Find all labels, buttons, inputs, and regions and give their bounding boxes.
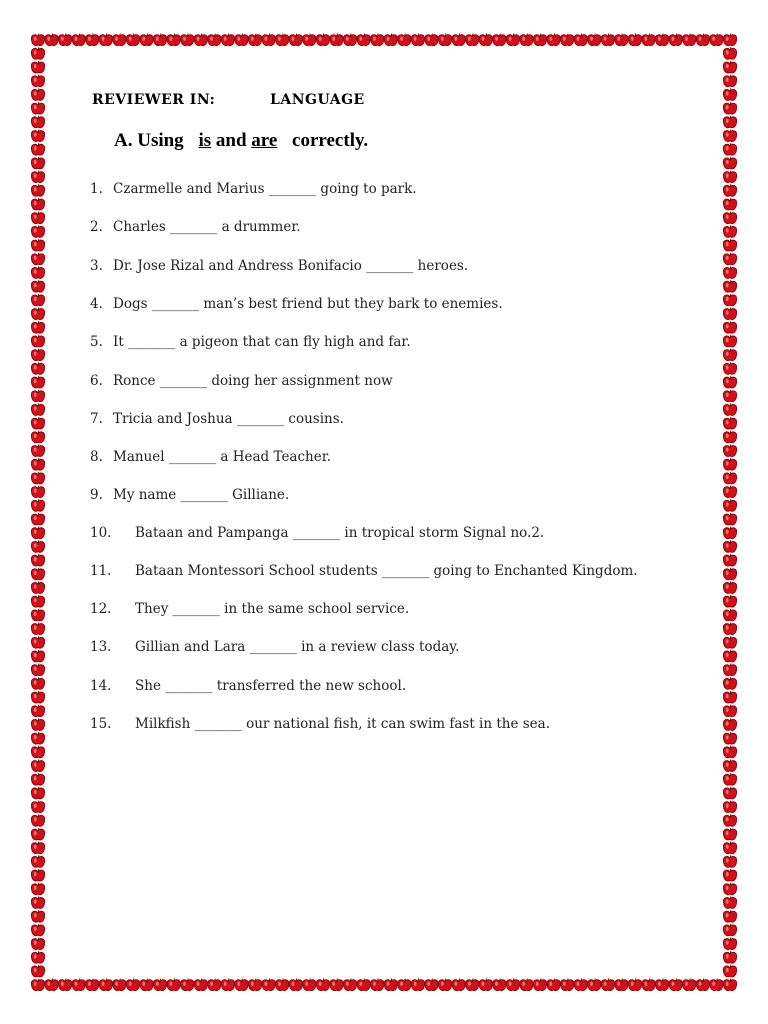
apple-icon — [723, 636, 736, 648]
apple-icon — [438, 33, 451, 45]
apple-icon — [547, 978, 560, 990]
question-number: 6. — [90, 373, 103, 389]
apple-icon — [452, 33, 465, 45]
question-text: Czarmelle and Marius _______ going to park. — [113, 181, 417, 197]
apple-icon — [723, 294, 736, 306]
apple-icon — [533, 33, 546, 45]
question-number: 9. — [90, 487, 103, 503]
apple-icon — [72, 978, 85, 990]
apple-icon — [723, 198, 736, 210]
apple-icon — [31, 184, 44, 196]
apple-icon — [167, 33, 180, 45]
apple-icon — [588, 33, 601, 45]
question-item — [90, 716, 550, 732]
apple-icon — [723, 869, 736, 881]
apple-icon — [615, 33, 628, 45]
apple-icon — [723, 61, 736, 73]
apple-icon — [289, 33, 302, 45]
question-item — [90, 601, 409, 617]
apple-icon — [31, 636, 44, 648]
apple-icon — [194, 33, 207, 45]
reviewer-label: REVIEWER IN: — [92, 92, 216, 108]
apple-icon — [31, 47, 44, 59]
apple-icon — [31, 691, 44, 703]
apple-icon — [31, 883, 44, 895]
apple-icon — [601, 33, 614, 45]
apple-icon — [59, 33, 72, 45]
apple-icon — [31, 280, 44, 292]
apple-icon — [289, 978, 302, 990]
apple-icon — [723, 691, 736, 703]
apple-icon — [316, 33, 329, 45]
apple-icon — [126, 33, 139, 45]
apple-icon — [506, 33, 519, 45]
apple-icon — [723, 814, 736, 826]
apple-icon — [31, 622, 44, 634]
apple-icon — [113, 33, 126, 45]
apple-icon — [153, 978, 166, 990]
apple-icon — [181, 978, 194, 990]
apple-icon — [398, 33, 411, 45]
question-text: They _______ in the same school service. — [135, 601, 410, 617]
apple-icon — [31, 924, 44, 936]
apple-icon — [31, 568, 44, 580]
apple-icon — [723, 75, 736, 87]
question-item — [90, 678, 406, 694]
apple-icon — [59, 978, 72, 990]
apple-icon — [723, 376, 736, 388]
apple-icon — [723, 540, 736, 552]
apple-icon — [723, 225, 736, 237]
apple-icon — [561, 978, 574, 990]
apple-icon — [303, 978, 316, 990]
apple-icon — [31, 732, 44, 744]
question-item — [90, 563, 638, 579]
apple-icon — [723, 937, 736, 949]
question-text: It _______ a pigeon that can fly high and far. — [113, 334, 411, 350]
apple-icon — [371, 978, 384, 990]
apple-icon — [466, 978, 479, 990]
apple-icon — [723, 417, 736, 429]
apple-icon — [113, 978, 126, 990]
apple-icon — [31, 307, 44, 319]
apple-icon — [140, 33, 153, 45]
apple-icon — [31, 143, 44, 155]
apple-icon — [574, 33, 587, 45]
apple-icon — [723, 554, 736, 566]
apple-icon — [86, 978, 99, 990]
apple-icon — [221, 33, 234, 45]
apple-icon — [181, 33, 194, 45]
apple-icon — [723, 472, 736, 484]
question-item — [90, 296, 503, 312]
apple-icon — [723, 212, 736, 224]
apple-icon — [696, 978, 709, 990]
apple-icon — [31, 417, 44, 429]
apple-icon — [31, 513, 44, 525]
apple-icon — [31, 746, 44, 758]
apple-icon — [31, 759, 44, 771]
apple-icon — [31, 855, 44, 867]
apple-icon — [86, 33, 99, 45]
apple-icon — [31, 581, 44, 593]
apple-icon — [723, 568, 736, 580]
apple-icon — [248, 978, 261, 990]
apple-icon — [31, 842, 44, 854]
apple-icon — [31, 75, 44, 87]
apple-icon — [723, 47, 736, 59]
apple-icon — [384, 978, 397, 990]
apple-icon — [520, 33, 533, 45]
apple-icon — [31, 540, 44, 552]
apple-icon — [31, 485, 44, 497]
apple-icon — [31, 663, 44, 675]
apple-icon — [723, 129, 736, 141]
apple-icon — [723, 88, 736, 100]
apple-icon — [31, 294, 44, 306]
apple-icon — [262, 978, 275, 990]
apple-icon — [72, 33, 85, 45]
apple-icon — [31, 157, 44, 169]
apple-icon — [723, 321, 736, 333]
apple-icon — [438, 978, 451, 990]
apple-icon — [723, 705, 736, 717]
question-number: 7. — [90, 411, 103, 427]
apple-icon — [683, 33, 696, 45]
apple-icon — [723, 348, 736, 360]
apple-icon — [723, 253, 736, 265]
apple-icon — [126, 978, 139, 990]
apple-icon — [723, 362, 736, 374]
apple-icon — [723, 732, 736, 744]
apple-icon — [723, 842, 736, 854]
apple-icon — [723, 33, 736, 45]
apple-icon — [276, 33, 289, 45]
apple-icon — [31, 718, 44, 730]
apple-icon — [574, 978, 587, 990]
question-number: 3. — [90, 258, 103, 274]
question-text: Dr. Jose Rizal and Andress Bonifacio _______ heroes. — [113, 258, 469, 274]
question-text: Ronce _______ doing her assignment now — [113, 373, 393, 389]
apple-icon — [723, 787, 736, 799]
apple-icon — [194, 978, 207, 990]
section-title — [114, 130, 368, 152]
section-prefix: A. Using — [114, 130, 184, 151]
apple-icon — [31, 499, 44, 511]
apple-icon — [31, 773, 44, 785]
apple-icon — [31, 787, 44, 799]
apple-icon — [221, 978, 234, 990]
apple-icon — [642, 978, 655, 990]
subject-label: LANGUAGE — [270, 92, 365, 108]
question-number: 2. — [90, 219, 103, 235]
question-number: 10. — [90, 525, 112, 541]
apple-icon — [31, 951, 44, 963]
question-item — [90, 411, 344, 427]
apple-icon — [479, 33, 492, 45]
apple-icon — [31, 896, 44, 908]
apple-icon — [533, 978, 546, 990]
apple-icon — [343, 33, 356, 45]
apple-icon — [208, 33, 221, 45]
apple-icon — [723, 746, 736, 758]
apple-icon — [31, 869, 44, 881]
apple-icon — [31, 198, 44, 210]
apple-icon — [723, 143, 736, 155]
apple-icon — [235, 978, 248, 990]
apple-icon — [411, 33, 424, 45]
apple-icon — [615, 978, 628, 990]
apple-icon — [723, 307, 736, 319]
question-text: Bataan Montessori School students _______ going to Enchanted Kingdom. — [135, 563, 638, 579]
apple-icon — [167, 978, 180, 990]
apple-icon — [723, 239, 736, 251]
apple-icon — [601, 978, 614, 990]
apple-icon — [303, 33, 316, 45]
apple-icon — [723, 184, 736, 196]
apple-icon — [696, 33, 709, 45]
apple-icon — [723, 622, 736, 634]
apple-icon — [330, 978, 343, 990]
apple-icon — [31, 814, 44, 826]
apple-icon — [493, 33, 506, 45]
apple-icon — [642, 33, 655, 45]
apple-icon — [723, 280, 736, 292]
apple-icon — [31, 390, 44, 402]
apple-icon — [628, 978, 641, 990]
apple-icon — [31, 129, 44, 141]
question-text: My name _______ Gilliane. — [113, 487, 290, 503]
question-text: Dogs _______ man’s best friend but they bark to enemies. — [113, 296, 503, 312]
apple-icon — [723, 883, 736, 895]
apple-icon — [31, 61, 44, 73]
apple-icon — [723, 116, 736, 128]
apple-icon — [723, 650, 736, 662]
apple-icon — [248, 33, 261, 45]
apple-icon — [723, 499, 736, 511]
question-text: Tricia and Joshua _______ cousins. — [113, 411, 344, 427]
apple-icon — [723, 431, 736, 443]
apple-icon — [31, 376, 44, 388]
apple-icon — [547, 33, 560, 45]
question-text: She _______ transferred the new school. — [135, 678, 407, 694]
apple-icon — [31, 978, 44, 990]
apple-icon — [479, 978, 492, 990]
apple-icon — [723, 157, 736, 169]
apple-icon — [31, 527, 44, 539]
apple-icon — [723, 718, 736, 730]
apple-icon — [31, 362, 44, 374]
apple-icon — [31, 677, 44, 689]
apple-icon — [31, 239, 44, 251]
apple-icon — [357, 978, 370, 990]
question-text: Charles _______ a drummer. — [113, 219, 301, 235]
word-are: are — [251, 130, 278, 151]
apple-icon — [710, 978, 723, 990]
apple-icon — [99, 33, 112, 45]
apple-icon — [723, 978, 736, 990]
question-text: Manuel _______ a Head Teacher. — [113, 449, 331, 465]
reviewer-header — [92, 92, 365, 108]
apple-icon — [466, 33, 479, 45]
question-item — [90, 373, 393, 389]
question-item — [90, 219, 301, 235]
apple-icon — [723, 266, 736, 278]
apple-icon — [723, 170, 736, 182]
apple-icon — [506, 978, 519, 990]
apple-icon — [561, 33, 574, 45]
apple-icon — [357, 33, 370, 45]
question-text: Milkfish _______ our national fish, it can swim fast in the sea. — [135, 716, 551, 732]
apple-icon — [723, 965, 736, 977]
apple-icon — [31, 266, 44, 278]
apple-icon — [276, 978, 289, 990]
apple-icon — [31, 225, 44, 237]
question-number: 12. — [90, 601, 112, 617]
apple-icon — [31, 431, 44, 443]
apple-icon — [31, 472, 44, 484]
apple-icon — [723, 924, 736, 936]
apple-icon — [371, 33, 384, 45]
apple-icon — [656, 978, 669, 990]
apple-icon — [425, 33, 438, 45]
apple-icon — [493, 978, 506, 990]
question-item — [90, 258, 468, 274]
apple-icon — [31, 595, 44, 607]
apple-icon — [31, 650, 44, 662]
apple-icon — [723, 444, 736, 456]
apple-icon — [723, 800, 736, 812]
apple-icon — [31, 335, 44, 347]
apple-icon — [723, 403, 736, 415]
apple-icon — [31, 828, 44, 840]
question-number: 11. — [90, 563, 112, 579]
apple-icon — [656, 33, 669, 45]
apple-icon — [31, 800, 44, 812]
question-number: 1. — [90, 181, 103, 197]
apple-icon — [683, 978, 696, 990]
apple-icon — [628, 33, 641, 45]
apple-icon — [31, 321, 44, 333]
apple-icon — [723, 458, 736, 470]
apple-icon — [710, 33, 723, 45]
apple-icon — [31, 910, 44, 922]
apple-icon — [31, 554, 44, 566]
question-number: 8. — [90, 449, 103, 465]
question-item — [90, 334, 411, 350]
apple-icon — [208, 978, 221, 990]
apple-icon — [153, 33, 166, 45]
apple-icon — [723, 910, 736, 922]
apple-icon — [520, 978, 533, 990]
apple-icon — [723, 951, 736, 963]
question-item — [90, 639, 459, 655]
section-suffix: correctly. — [292, 130, 369, 151]
apple-icon — [425, 978, 438, 990]
apple-icon — [723, 390, 736, 402]
apple-icon — [723, 677, 736, 689]
question-number: 4. — [90, 296, 103, 312]
question-number: 15. — [90, 716, 112, 732]
question-number: 14. — [90, 678, 112, 694]
apple-icon — [45, 978, 58, 990]
apple-icon — [45, 33, 58, 45]
apple-icon — [723, 773, 736, 785]
apple-icon — [99, 978, 112, 990]
apple-icon — [723, 855, 736, 867]
question-text: Gillian and Lara _______ in a review class today. — [135, 639, 460, 655]
apple-icon — [31, 705, 44, 717]
apple-icon — [140, 978, 153, 990]
apple-icon — [31, 212, 44, 224]
apple-icon — [235, 33, 248, 45]
apple-icon — [723, 102, 736, 114]
apple-icon — [31, 444, 44, 456]
apple-icon — [723, 581, 736, 593]
apple-icon — [31, 965, 44, 977]
apple-icon — [330, 33, 343, 45]
question-item — [90, 181, 417, 197]
question-text: Bataan and Pampanga _______ in tropical storm Signal no.2. — [135, 525, 545, 541]
question-number: 5. — [90, 334, 103, 350]
word-is: is — [198, 130, 212, 151]
apple-icon — [723, 485, 736, 497]
apple-icon — [31, 170, 44, 182]
apple-icon — [31, 33, 44, 45]
apple-icon — [723, 527, 736, 539]
apple-icon — [316, 978, 329, 990]
apple-icon — [31, 348, 44, 360]
apple-icon — [31, 116, 44, 128]
apple-icon — [31, 253, 44, 265]
question-number: 13. — [90, 639, 112, 655]
apple-icon — [669, 33, 682, 45]
apple-icon — [723, 513, 736, 525]
apple-icon — [31, 88, 44, 100]
question-item — [90, 449, 331, 465]
apple-icon — [452, 978, 465, 990]
question-item — [90, 487, 289, 503]
apple-icon — [669, 978, 682, 990]
apple-icon — [31, 609, 44, 621]
apple-icon — [723, 663, 736, 675]
apple-icon — [343, 978, 356, 990]
apple-icon — [723, 609, 736, 621]
section-conj: and — [215, 130, 247, 151]
apple-icon — [398, 978, 411, 990]
apple-icon — [31, 937, 44, 949]
apple-icon — [384, 33, 397, 45]
apple-icon — [262, 33, 275, 45]
apple-icon — [31, 403, 44, 415]
apple-icon — [723, 335, 736, 347]
apple-icon — [588, 978, 601, 990]
apple-icon — [723, 828, 736, 840]
apple-icon — [723, 595, 736, 607]
apple-icon — [31, 102, 44, 114]
question-item — [90, 525, 544, 541]
apple-icon — [723, 896, 736, 908]
apple-icon — [411, 978, 424, 990]
apple-icon — [723, 759, 736, 771]
apple-icon — [31, 458, 44, 470]
